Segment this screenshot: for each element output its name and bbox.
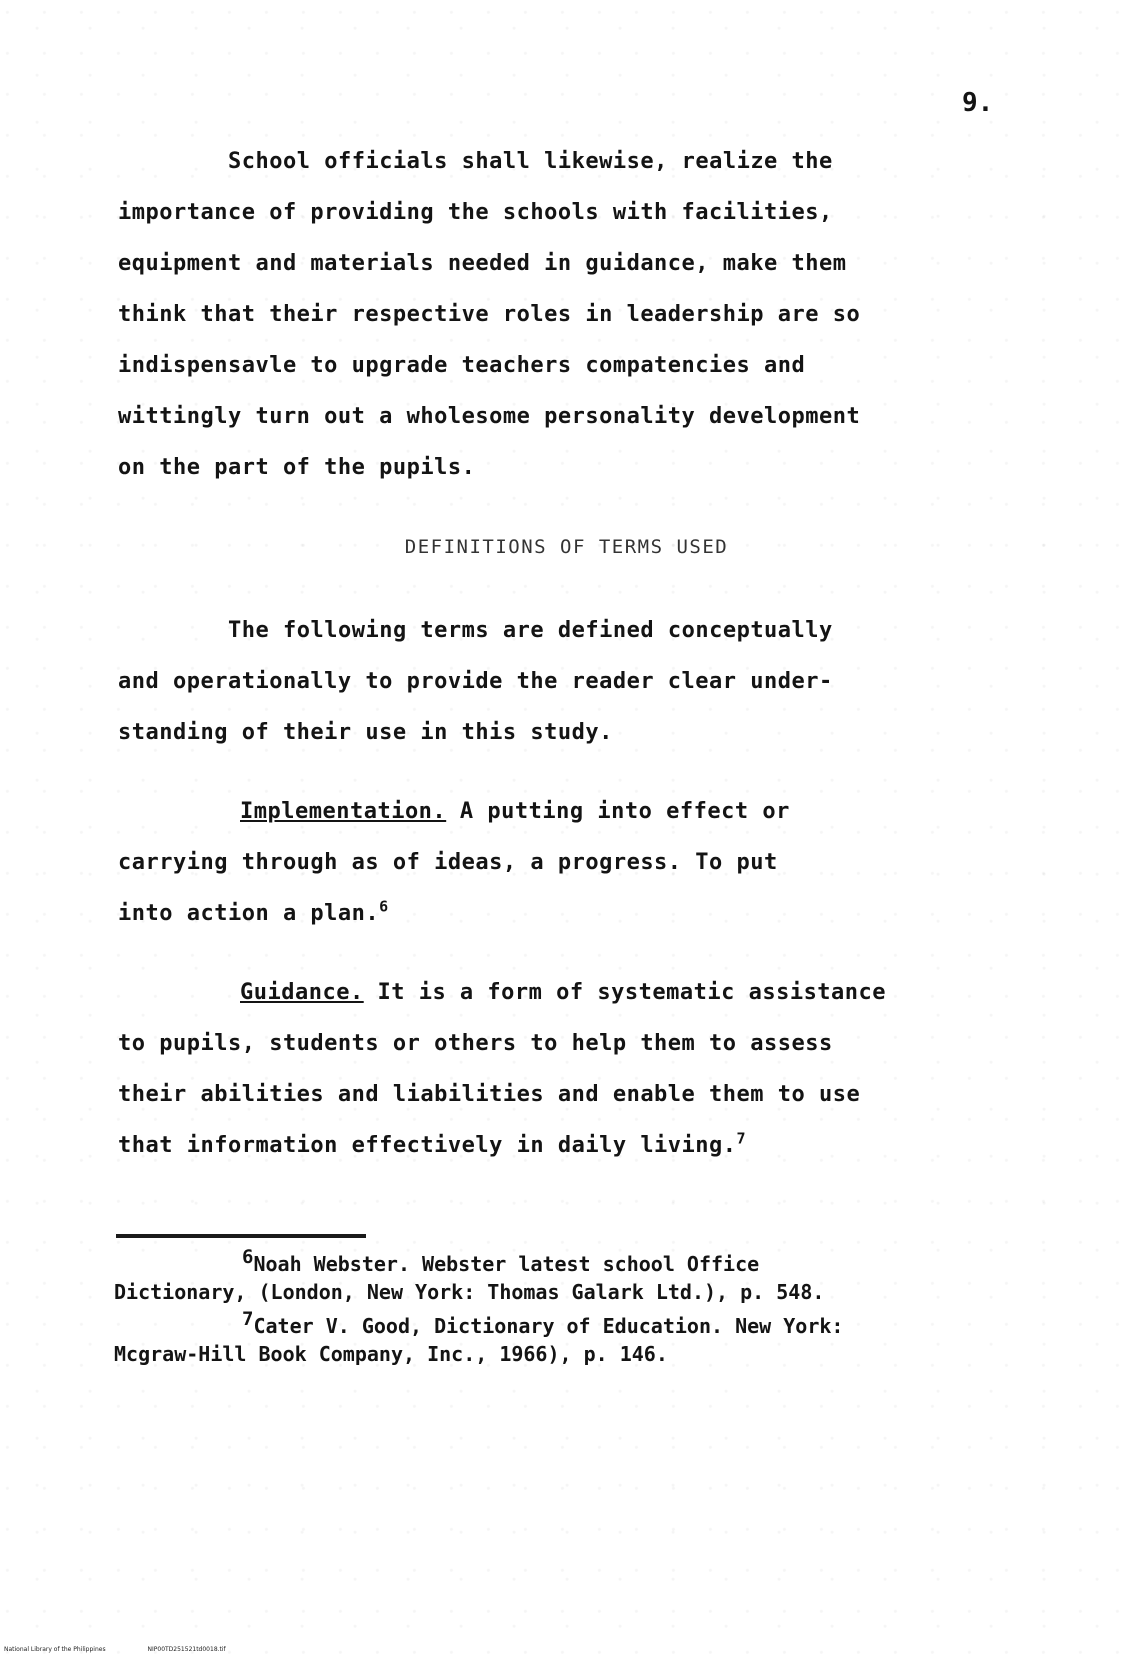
paragraph-line: think that their respective roles in leadership are so [118, 302, 861, 327]
footnote-mark: 6 [242, 1246, 254, 1268]
paragraph-line: equipment and materials needed in guidance, make them [118, 251, 847, 276]
definition-text: It is a form of systematic assistance [363, 980, 887, 1005]
definition-line [118, 888, 998, 939]
section-heading: DEFINITIONS OF TERMS USED [404, 536, 729, 558]
file-name: NIP00TD251521td0018.tif [147, 1646, 226, 1653]
paragraph-line: The following terms are defined conceptually [228, 618, 833, 643]
library-stamp [4, 1646, 266, 1653]
footnote-line: Mcgraw-Hill Book Company, Inc., 1966), p. 146. [114, 1342, 668, 1366]
paragraph-line: importance of providing the schools with facilities, [118, 200, 833, 225]
definition-text: into action a plan. [118, 901, 380, 926]
footnote-text: Cater V. Good, Dictionary of Education. New York: [253, 1314, 844, 1338]
definition-text: A putting into effect or [446, 799, 790, 824]
footnote-divider [116, 1234, 366, 1238]
definition-line [118, 786, 998, 837]
definition-line [118, 1120, 998, 1171]
paragraph-line: standing of their use in this study. [118, 720, 613, 745]
paragraph-terms-intro [118, 605, 998, 758]
footnote-reference: 7 [736, 1129, 747, 1148]
footnote-reference: 6 [379, 897, 389, 916]
paragraph-line: School officials shall likewise, realize the [228, 149, 833, 174]
footnote-line: Dictionary, (London, New York: Thomas Galark Ltd.), p. 548. [114, 1280, 825, 1304]
definition-line: to pupils, students or others to help them to assess [118, 1031, 833, 1056]
definition-line: carrying through as of ideas, a progress. To put [118, 850, 778, 875]
paragraph-school-officials [118, 136, 998, 493]
page-number: 9. [962, 88, 994, 118]
paragraph-line: and operationally to provide the reader clear under- [118, 669, 833, 694]
term-implementation: Implementation. [240, 799, 447, 824]
definition-line: their abilities and liabilities and enable them to use [118, 1082, 861, 1107]
footnotes [114, 1246, 1034, 1368]
term-guidance: Guidance. [240, 980, 364, 1005]
paragraph-line: wittingly turn out a wholesome personality development [118, 404, 861, 429]
definition-guidance [118, 967, 998, 1171]
definition-text: that information effectively in daily living. [118, 1133, 737, 1158]
paragraph-line: on the part of the pupils. [118, 455, 476, 480]
footnote-line [114, 1308, 1034, 1340]
library-name: National Library of the Philippines [4, 1646, 106, 1653]
footnote-text: Noah Webster. Webster latest school Office [253, 1252, 760, 1276]
paragraph-line: indispensavle to upgrade teachers compatencies and [118, 353, 806, 378]
footnote-line [114, 1246, 1034, 1278]
definition-line [118, 967, 998, 1018]
footnote-mark: 7 [242, 1308, 254, 1330]
definition-implementation [118, 786, 998, 939]
